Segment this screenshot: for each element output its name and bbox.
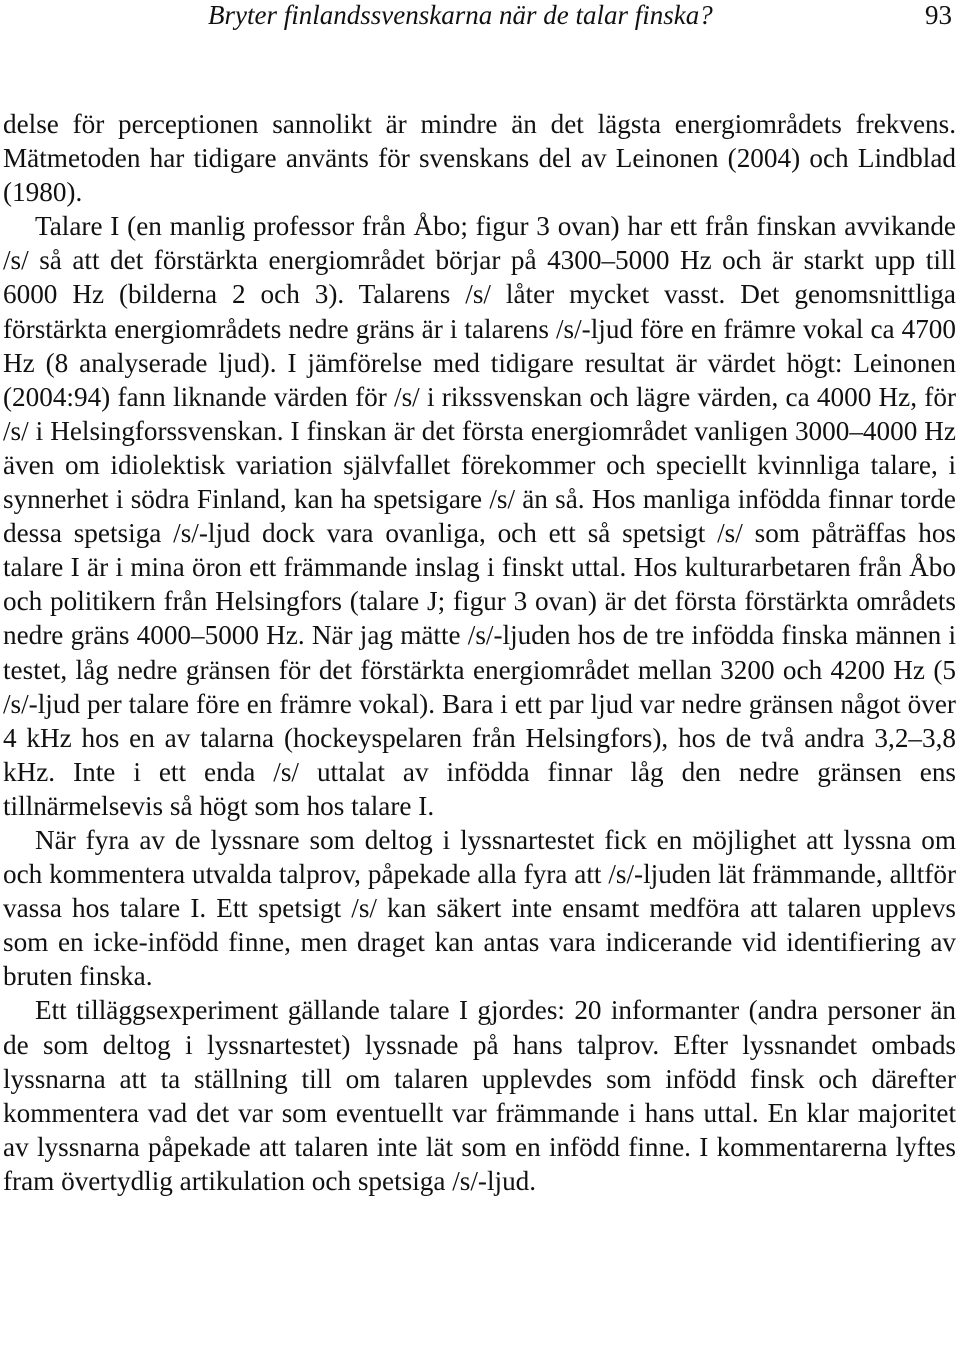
paragraph-continued: delse för perceptionen sannolikt är mindre än det lägsta energiområdets frekvens. Mätmetoden har tidigare använts för svenskans del av Leinonen (2004) och Lindblad (1980). bbox=[3, 109, 956, 208]
running-header bbox=[3, 0, 956, 34]
body-text bbox=[3, 107, 956, 1198]
paragraph-lyssnare: När fyra av de lyssnare som deltog i lyssnartestet fick en möjlighet att lyssna om och kommentera utvalda talprov, påpekade alla fyra att /s/-ljuden lät främmande, alltför vassa hos talare I. Ett spetsigt /s/ kan säkert inte ensamt medföra att talaren upplevs som en icke-infödd finne, men draget kan antas vara indicerande vid identifiering av bruten finska. bbox=[3, 824, 956, 992]
page-number: 93 bbox=[925, 0, 952, 30]
running-title: Bryter finlandssvenskarna när de talar finska? bbox=[208, 0, 713, 30]
paragraph-talare-i: Talare I (en manlig professor från Åbo; figur 3 ovan) har ett från finskan avvikande /s/ så att det förstärkta energiområdet börjar på 4300–5000 Hz och är starkt upp till 6000 Hz (bilderna 2 och 3). Talarens /s/ låter mycket vasst. Det genomsnittliga förstärkta energiområdets nedre gräns är i talarens /s/-ljud före en främre vokal ca 4700 Hz (8 analyserade ljud). I jämförelse med tidigare resultat är värdet högt: Leinonen (2004:94) fann liknande värden för /s/ i rikssvenskan och lägre värden, ca 4000 Hz, för /s/ i Helsingforssvenskan. I finskan är det första energiområdet vanligen 3000–4000 Hz även om idiolektisk variation självfallet förekommer och speciellt kvinnliga talare, i synnerhet i södra Finland, kan ha spetsigare /s/ än så. Hos manliga infödda finnar torde dessa spetsiga /s/-ljud dock vara ovanliga, och ett så spetsigt /s/ som påträffas hos talare I är i mina öron ett främmande inslag i finskt uttal. Hos kulturarbetaren från Åbo och politikern från Helsingfors (talare J; figur 3 ovan) är det första förstärkta områdets nedre gräns 4000–5000 Hz. När jag mätte /s/-ljuden hos de tre infödda finska männen i testet, låg nedre gränsen för det förstärkta energiområdet mellan 3200 och 4200 Hz (5 /s/-ljud per talare före en främre vokal). Bara i ett par ljud var nedre gränsen något över 4 kHz hos en av talarna (hockeyspelaren från Helsingfors), hos de två andra 3,2–3,8 kHz. Inte i ett enda /s/ uttalat av infödda finnar låg den nedre gränsen ens tillnärmelsevis så högt som hos talare I. bbox=[3, 211, 956, 821]
paragraph-tillaggsexperiment: Ett tilläggsexperiment gällande talare I gjordes: 20 informanter (andra personer än de som deltog i lyssnartestet) lyssnade på hans talprov. Efter lyssnandet ombads lyssnarna att ta ställning till om talaren upplevdes som infödd finsk och därefter kommentera vad det var som eventuellt var främmande i hans uttal. En klar majoritet av lyssnarna påpekade att talaren inte lät som en infödd finne. I kommentarerna lyftes fram övertydlig artikulation och spetsiga /s/-ljud. bbox=[3, 995, 956, 1196]
